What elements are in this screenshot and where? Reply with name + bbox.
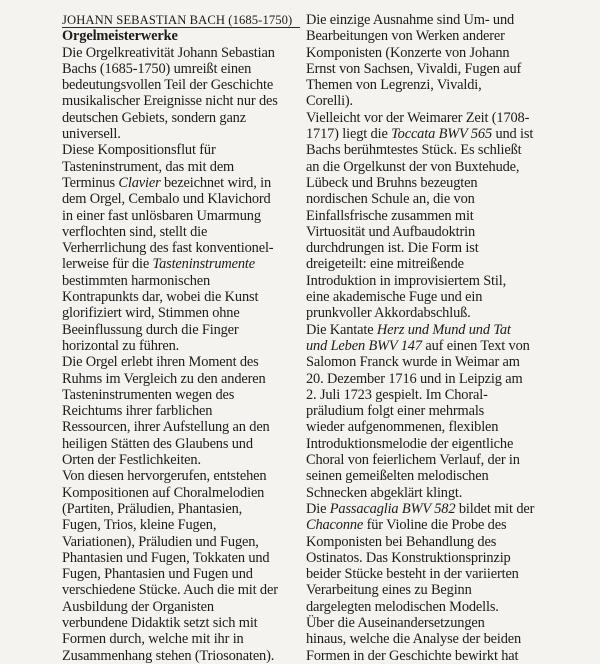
right-column-text xyxy=(306,12,550,664)
right-column-text-line: dreigeteilt: eine mitreißende xyxy=(306,256,464,273)
left-column-text-line: Zusammenhang stehen (Triosonaten). xyxy=(62,647,275,664)
right-column-text-line: Chaconne für Violine die Probe des xyxy=(306,517,507,534)
left-column-text-line: horizontal zu führen. xyxy=(62,337,180,354)
work-title-italic: und Leben BWV 147 xyxy=(306,337,422,354)
right-column-text-line: nordischen Schule an, die von xyxy=(306,191,475,208)
right-column-text-line: und Leben BWV 147 auf einen Text von xyxy=(306,337,530,354)
right-column-text-line: hinaus, welche die Analyse der beiden xyxy=(306,631,522,648)
right-column-text-line: prunkvoller Akkordabschluß. xyxy=(306,305,471,322)
right-column-text-line: Corelli). xyxy=(306,93,354,110)
left-column-text-line: Terminus Clavier bezeichnet wird, in xyxy=(62,174,272,191)
right-column-text-line: 2. Juli 1723 gespielt. Im Choral- xyxy=(306,386,488,403)
right-column-text-line: beider Stücke besteht in der variierten xyxy=(306,566,519,583)
right-column-text-line: Die einzige Ausnahme sind Um- und xyxy=(306,12,515,28)
right-column-text-line: präludium folgt einer mehrmals xyxy=(306,403,485,420)
right-column-text-line: Ernst von Sachsen, Vivaldi, Fugen auf xyxy=(306,60,522,77)
work-title-italic: Toccata BWV 565 xyxy=(391,126,493,143)
left-column-text-line: verflochten sind, stellt die xyxy=(62,223,208,240)
right-column-text-line: Choral von feierlichem Verlauf, der in xyxy=(306,452,520,469)
left-column-text-line: bestimmten harmonischen xyxy=(62,272,211,289)
left-column-text-line: Reichtums ihrer farblichen xyxy=(62,403,213,420)
right-column-text-line: Introduktionsmelodie der eigentliche xyxy=(306,435,514,452)
right-column-text-line: Bearbeitungen von Werken anderer xyxy=(306,28,505,45)
right-column-text-line: Komponisten (Konzerte von Johann xyxy=(306,44,510,61)
right-column-text-line: Verarbeitung eines zu Beginn xyxy=(306,582,472,599)
left-column-text-line: Variationen), Präludien und Fugen, xyxy=(62,533,259,550)
page-title: Orgelmeisterwerke xyxy=(62,28,178,45)
left-column xyxy=(62,12,302,664)
work-title-italic: Chaconne xyxy=(306,517,364,534)
left-column-text-line: Ausbildung der Organisten xyxy=(62,598,214,615)
left-column-text-line: deutschen Gebiets, sondern ganz xyxy=(62,109,246,126)
left-column-text-line: in einer fast unlösbaren Umarmung xyxy=(62,207,261,224)
left-column-text-line: Tasteninstrumenten wegen des xyxy=(62,386,235,403)
right-column-text-line: Einfallsfrische zusammen mit xyxy=(306,207,474,224)
right-column-text-line: wieder aufgenommenen, flexiblen xyxy=(306,419,499,436)
left-column-text-line: Fugen, Trios, kleine Fugen, xyxy=(62,517,217,534)
right-column-text-line: Virtuosität und Aufbaudoktrin xyxy=(306,223,476,240)
left-column-text-line: heiligen Stätten des Glaubens und xyxy=(62,435,253,452)
right-column-text-line: 20. Dezember 1716 und in Leipzig am xyxy=(306,370,523,387)
header-rule xyxy=(62,27,300,28)
left-column-text xyxy=(62,45,302,664)
left-column-text-line: Von diesen hervorgerufen, entstehen xyxy=(62,468,267,485)
left-column-text-line: universell. xyxy=(62,126,121,143)
right-column-text-line: eine akademische Fuge und ein xyxy=(306,289,483,306)
left-column-text-line: musikalischer Ereignisse nicht nur des xyxy=(62,93,278,110)
right-column-text-line: Komponisten bei Behandlung des xyxy=(306,533,497,550)
right-column-text-line: Introduktion in improvisiertem Stil, xyxy=(306,272,507,289)
right-column-text-line: an die Orgelkunst der von Buxtehude, xyxy=(306,158,520,175)
right-column-text-line: Die Passacaglia BWV 582 bildet mit der xyxy=(306,500,535,517)
right-column-text-line: Lübeck und Bruhns bezeugten xyxy=(306,174,478,191)
left-column-text-line: dem Orgel, Cembalo und Klavichord xyxy=(62,191,271,208)
right-column-text-line: Bachs berühmtestes Stück. Es schließt xyxy=(306,142,522,159)
left-column-text-line: Verherrlichung des fast konventionel- xyxy=(62,240,274,257)
work-title-italic: Tasteninstrumente xyxy=(152,256,256,273)
left-column-text-line: Kompositionen auf Choralmelodien xyxy=(62,484,265,501)
left-column-text-line: Kontrapunkts dar, wobei die Kunst xyxy=(62,289,259,306)
work-title-italic: Herz und Mund und Tat xyxy=(376,321,511,338)
work-title-italic: Passacaglia BWV 582 xyxy=(329,500,456,517)
right-column-text-line: dargelegten melodischen Modells. xyxy=(306,598,499,615)
right-column-text-line: Vielleicht vor der Weimarer Zeit (1708- xyxy=(306,109,530,126)
right-column-text-line: Salomon Franck wurde in Weimar am xyxy=(306,354,520,371)
left-column-text-line: (Partiten, Präludien, Phantasien, xyxy=(62,500,243,517)
left-column-text-line: bedeutungsvollen Teil der Geschichte xyxy=(62,77,274,94)
right-column-text-line: Die Kantate Herz und Mund und Tat xyxy=(306,321,511,338)
right-column-text-line: Schnecken abgeklärt klingt. xyxy=(306,484,463,501)
left-column-text-line: Formen durch, welche mit ihr in xyxy=(62,631,244,648)
composer-header: JOHANN SEBASTIAN BACH (1685-1750) xyxy=(62,13,293,27)
left-column-text-line: verschiedene Stücke. Auch die mit der xyxy=(62,582,278,599)
right-column-text-line: Formen in der Geschichte bewirkt hat xyxy=(306,647,519,664)
right-column-text-line: Ostinatos. Das Konstruktionsprinzip xyxy=(306,549,511,566)
left-column-text-line: verbundene Didaktik setzt sich mit xyxy=(62,614,258,631)
right-column-text-line: 1717) liegt die Toccata BWV 565 und ist xyxy=(306,126,534,143)
right-column xyxy=(306,12,550,664)
left-column-text-line: Ressourcen, ihrer Aufstellung an den xyxy=(62,419,270,436)
left-column-text-line: Phantasien und Fugen, Tokkaten und xyxy=(62,549,270,566)
right-column-text-line: durchdrungen ist. Die Form ist xyxy=(306,240,479,257)
right-column-text-line: seinen gemeißelten melodischen xyxy=(306,468,489,485)
left-column-text-line: lerweise für die Tasteninstrumente xyxy=(62,256,256,273)
work-title-italic: Clavier xyxy=(118,174,161,191)
right-column-text-line: Themen von Legrenzi, Vivaldi, xyxy=(306,77,482,94)
left-column-text-line: Bachs (1685-1750) umreißt einen xyxy=(62,60,252,77)
left-column-text-line: Beeinflussung durch die Finger xyxy=(62,321,239,338)
left-column-text-line: Ruhms im Vergleich zu den anderen xyxy=(62,370,266,387)
left-column-text-line: Orten der Festlichkeiten. xyxy=(62,452,201,469)
left-column-text-line: Diese Kompositionsflut für xyxy=(62,142,216,159)
right-column-text-line: Über die Auseinandersetzungen xyxy=(306,614,485,631)
left-column-text-line: glorifiziert wird, Stimmen ohne xyxy=(62,305,240,322)
left-column-text-line: Die Orgelkreativität Johann Sebastian xyxy=(62,44,275,61)
left-column-text-line: Die Orgel erlebt ihren Moment des xyxy=(62,354,259,371)
left-column-text-line: Tasteninstrument, das mit dem xyxy=(62,158,235,175)
left-column-text-line: Fugen, Phantasien und Fugen und xyxy=(62,566,253,583)
